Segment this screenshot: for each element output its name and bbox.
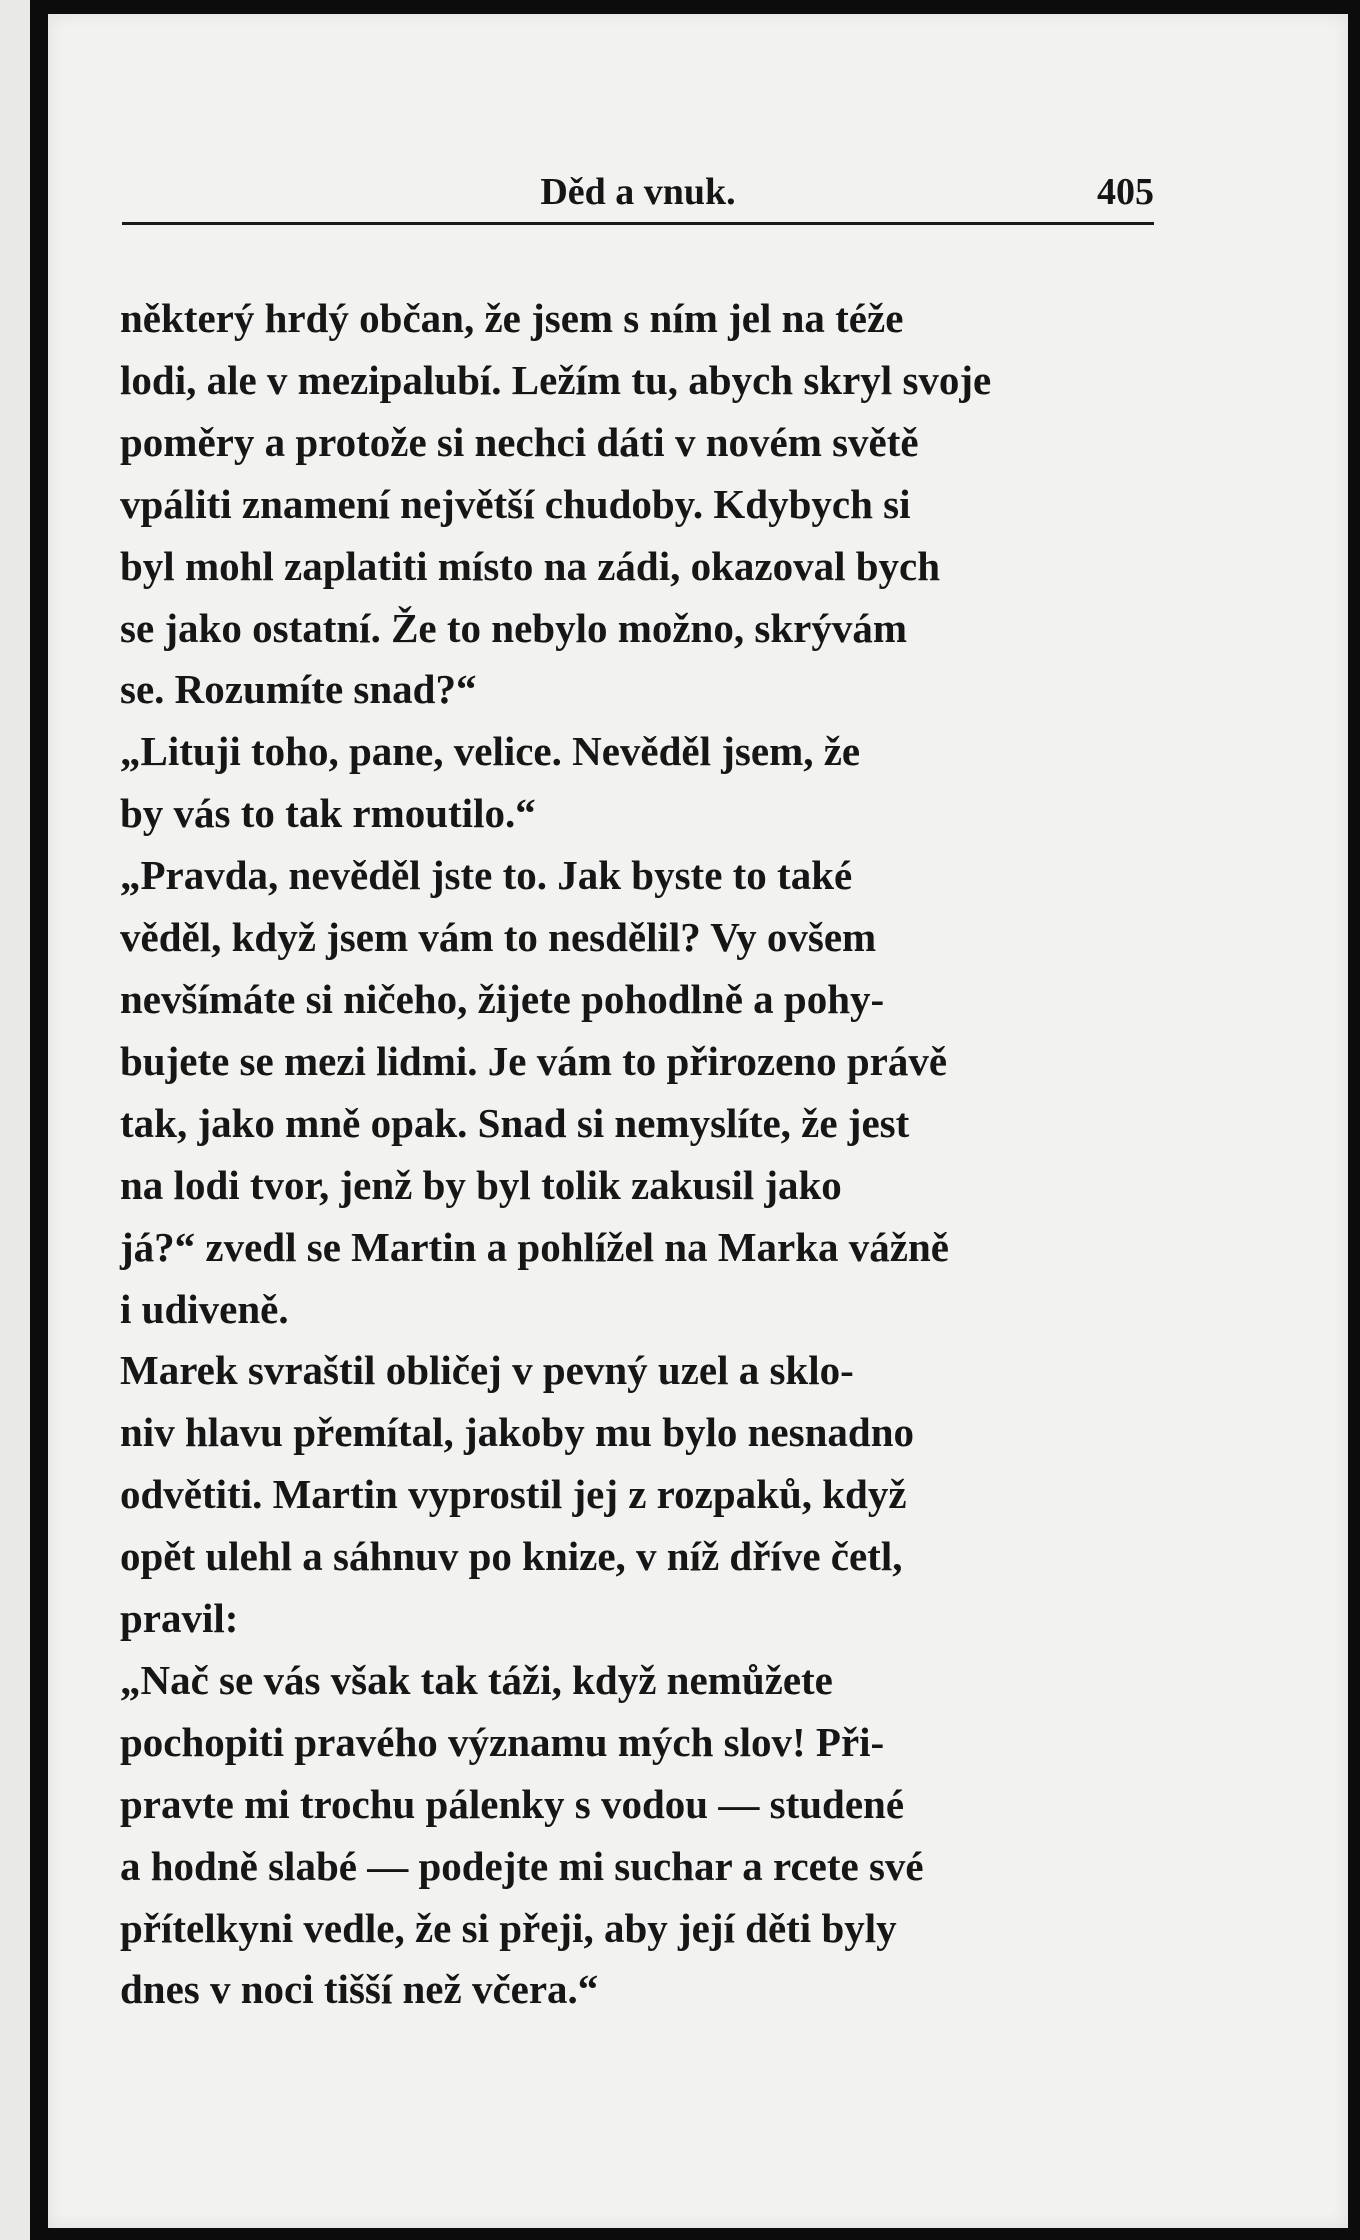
paragraph-5: „Nač se vás však tak táži, když nemůžete pochopiti pravého významu mých slov! Při- pravte mi trochu pálenky s vodou — studené a hodně slabé — podejte mi suchar a rcete své přítelkyni vedle, že si přeji, aby její děti byly dnes v noci tišší než včera.“ [120,1656,924,2013]
running-title: Děd a vnuk. [540,171,736,213]
paragraph-2: „Lituji toho, pane, velice. Nevěděl jsem, že by vás to tak rmoutilo.“ [120,728,861,837]
page-number: 405 [1097,171,1154,213]
body-text [120,288,1156,2021]
adjacent-page-edge [0,0,38,2240]
page-header [122,162,1154,225]
paragraph-1: některý hrdý občan, že jsem s ním jel na téže lodi, ale v mezipalubí. Ležím tu, abych skryl svoje poměry a protože si nechci dáti v novém světě vpáliti znamení největší chudoby. Kdybych si byl mohl zaplatiti místo na zádi, okazoval bych se jako ostatní. Že to nebylo možno, skrývám se. Rozumíte snad?“ [120,295,992,713]
paragraph-4: Marek svraštil obličej v pevný uzel a sklo- niv hlavu přemítal, jakoby mu bylo nesnadno odvětiti. Martin vyprostil jej z rozpaků, když opět ulehl a sáhnuv po knize, v níž dříve četl, pravil: [120,1347,914,1642]
paragraph-3: „Pravda, nevěděl jste to. Jak byste to také věděl, když jsem vám to nesdělil? Vy ovšem nevšímáte si ničeho, žijete pohodlně a pohy- bujete se mezi lidmi. Je vám to přirozeno právě tak, jako mně opak. Snad si nemyslíte, že jest na lodi tvor, jenž by byl tolik zakusil jako já?“ zvedl se Martin a pohlížel na Marka vážně i udiveně. [120,852,950,1332]
